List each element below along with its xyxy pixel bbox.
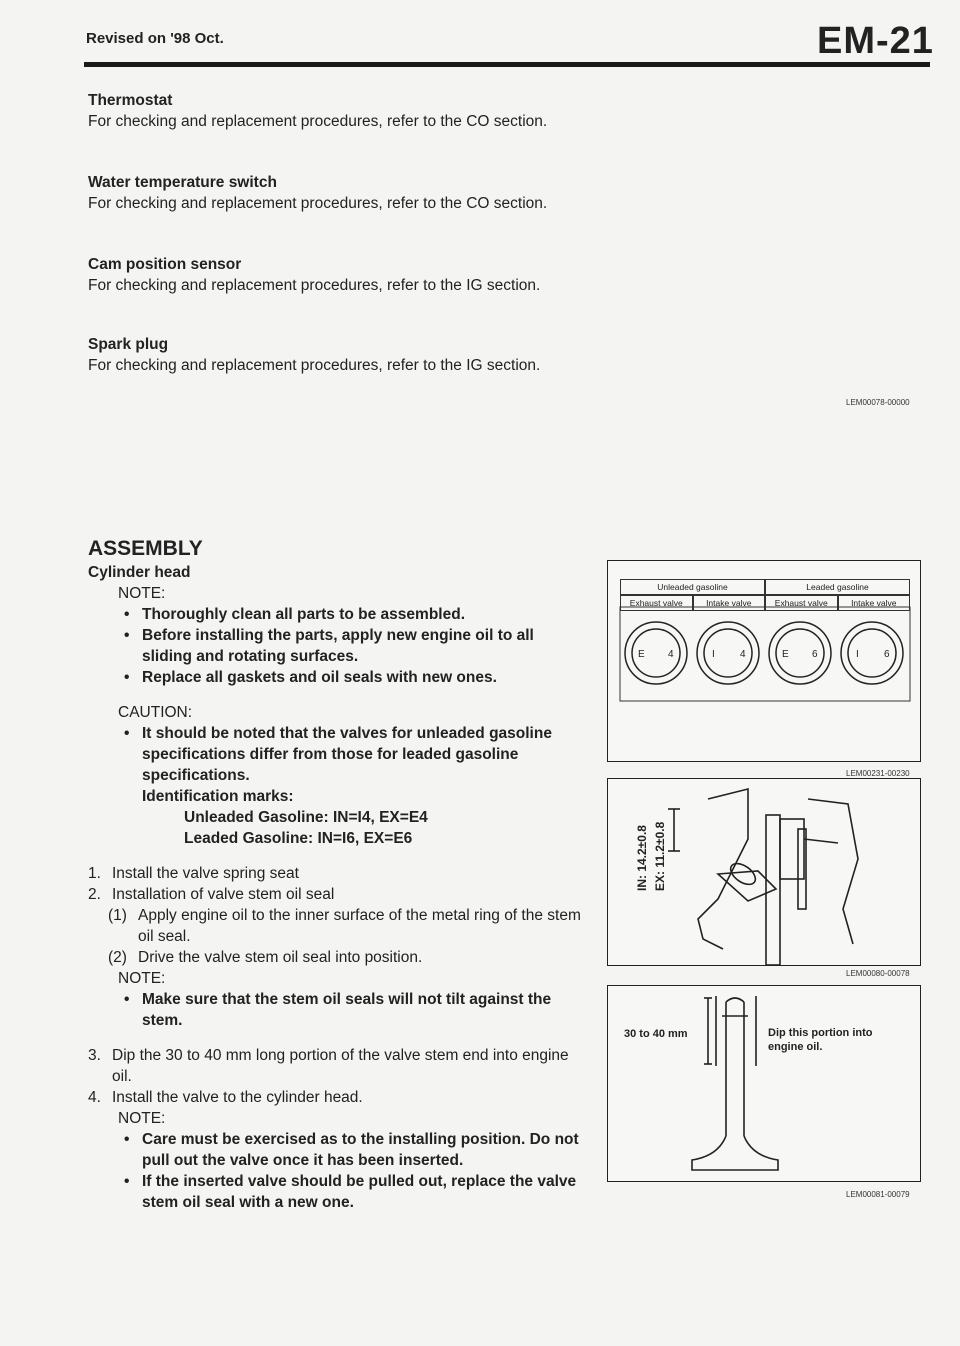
caution-item: • It should be noted that the valves for unleaded gasoline specifications differ from those for leaded gasoline specifications. — [118, 723, 588, 786]
note-item: • Before installing the parts, apply new engine oil to all sliding and rotating surfaces. — [118, 625, 588, 667]
mark-e6-letter: E — [782, 649, 789, 660]
valve-drawing — [608, 986, 920, 1181]
mark-i4-digit: 4 — [740, 649, 746, 660]
step-2: 2. Installation of valve stem oil seal — [88, 886, 335, 903]
mark-e6-digit: 6 — [812, 649, 818, 660]
ref-code: LEM00078-00000 — [846, 398, 910, 407]
mark-i6-digit: 6 — [884, 649, 890, 660]
valve-head-drawings — [608, 561, 920, 761]
revision-label: Revised on '98 Oct. — [86, 30, 224, 47]
dim-ex: EX: 11.2±0.8 — [653, 821, 667, 891]
ident-leaded: Leaded Gasoline: IN=I6, EX=E6 — [184, 830, 413, 847]
note-item: • Make sure that the stem oil seals will not tilt against the stem. — [118, 989, 588, 1031]
stem-seal-drawing — [608, 779, 920, 965]
section-water-temp-switch — [88, 172, 578, 214]
dip-length-label: 30 to 40 mm — [624, 1028, 688, 1040]
dip-portion-label: Dip this portion into engine oil. — [768, 1027, 873, 1053]
ref-code: LEM00081-00079 — [846, 1190, 910, 1199]
ident-unleaded: Unleaded Gasoline: IN=I4, EX=E4 — [184, 809, 428, 826]
section-body: For checking and replacement procedures, refer to the IG section. — [88, 357, 541, 374]
caution-label: CAUTION: — [118, 704, 193, 721]
section-body: For checking and replacement procedures, refer to the CO section. — [88, 113, 548, 130]
section-thermostat — [88, 90, 578, 132]
valve-marks-figure — [607, 560, 921, 762]
note-label: NOTE: — [118, 585, 166, 602]
section-title: Water temperature switch — [88, 174, 277, 191]
header-leaded: Leaded gasoline — [765, 579, 910, 595]
section-body: For checking and replacement procedures, refer to the CO section. — [88, 195, 548, 212]
section-title: Thermostat — [88, 92, 173, 109]
mark-i6-letter: I — [856, 649, 859, 660]
assembly-section — [88, 536, 588, 1213]
step-4: 4. Install the valve to the cylinder head. — [88, 1089, 363, 1106]
page-number: EM-21 — [817, 20, 934, 62]
exhaust-valve-label: Exhaust valve — [765, 595, 838, 611]
intake-valve-label: Intake valve — [693, 595, 766, 611]
section-body: For checking and replacement procedures, refer to the IG section. — [88, 277, 541, 294]
dim-in: IN: 14.2±0.8 — [635, 825, 649, 891]
intake-valve-label: Intake valve — [838, 595, 911, 611]
step-3: 3. Dip the 30 to 40 mm long portion of the valve stem end into engine oil. — [88, 1047, 569, 1085]
stem-seal-figure — [607, 778, 921, 966]
ident-label: Identification marks: — [142, 788, 294, 805]
ref-code: LEM00231-00230 — [846, 769, 910, 778]
note-label: NOTE: — [118, 970, 166, 987]
section-title: Spark plug — [88, 336, 169, 353]
step-1: 1. Install the valve spring seat — [88, 865, 299, 882]
note-label: NOTE: — [118, 1110, 166, 1127]
mark-e4-digit: 4 — [668, 649, 674, 660]
section-spark-plug — [88, 334, 578, 376]
section-cam-position-sensor — [88, 254, 578, 296]
section-title: Cam position sensor — [88, 256, 242, 273]
header-unleaded: Unleaded gasoline — [620, 579, 765, 595]
step-2-2: (2) Drive the valve stem oil seal into position. — [108, 949, 423, 966]
assembly-subheading: Cylinder head — [88, 564, 191, 581]
header-rule — [84, 62, 930, 67]
exhaust-valve-label: Exhaust valve — [620, 595, 693, 611]
mark-e4-letter: E — [638, 649, 645, 660]
mark-i4-letter: I — [712, 649, 715, 660]
note-item: • If the inserted valve should be pulled out, replace the valve stem oil seal with a new one. — [118, 1171, 588, 1213]
step-2-1: (1) Apply engine oil to the inner surface of the metal ring of the stem oil seal. — [108, 907, 581, 945]
note-item: • Care must be exercised as to the installing position. Do not pull out the valve once it has been inserted. — [118, 1129, 588, 1171]
note-item: • Thoroughly clean all parts to be assembled. — [118, 604, 588, 625]
valve-dip-figure — [607, 985, 921, 1182]
assembly-heading: ASSEMBLY — [88, 537, 203, 560]
note-item: • Replace all gaskets and oil seals with new ones. — [118, 667, 588, 688]
ref-code: LEM00080-00078 — [846, 969, 910, 978]
